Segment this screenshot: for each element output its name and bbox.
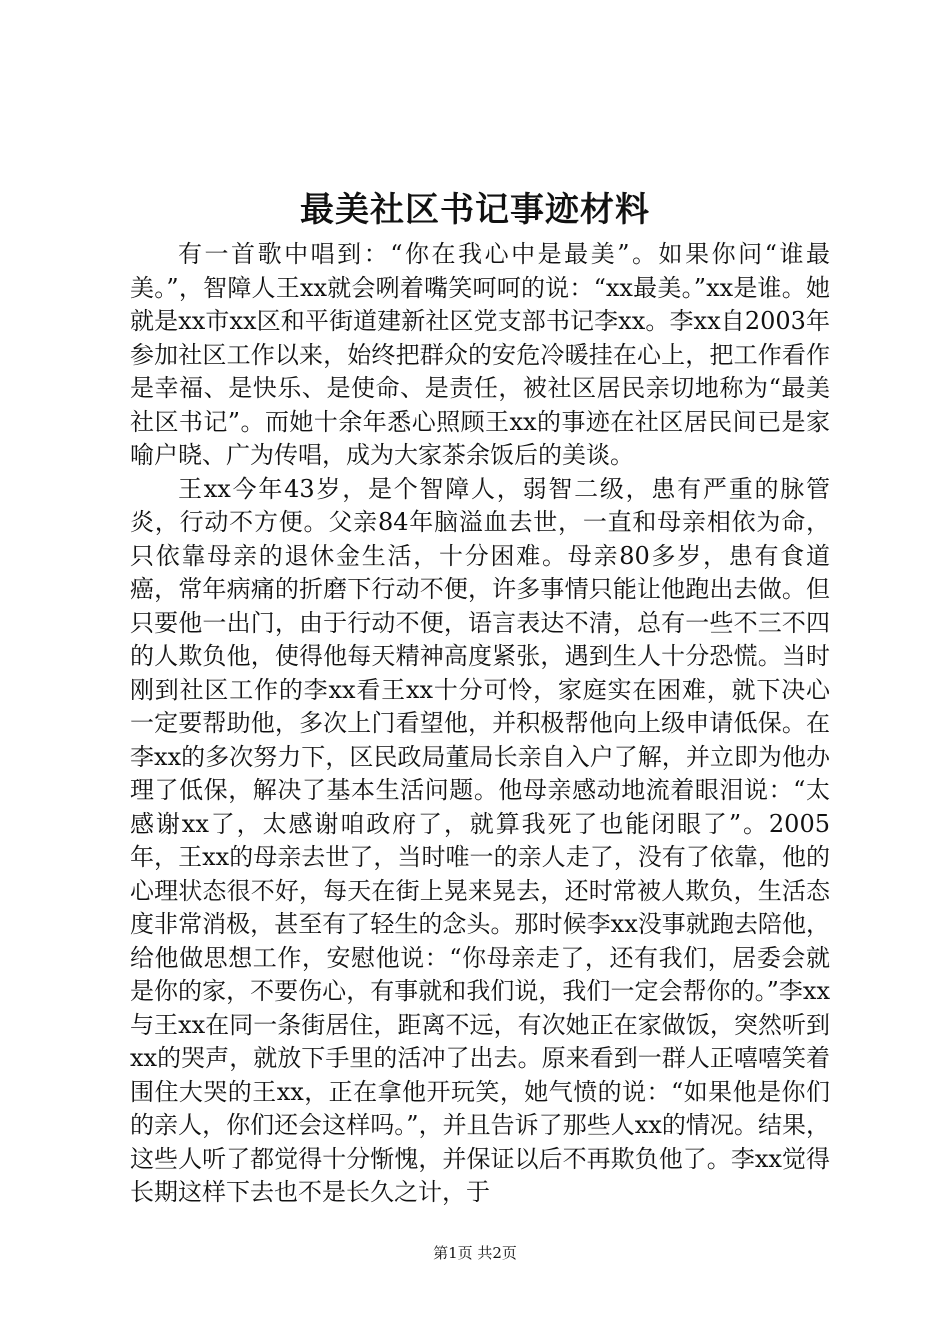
page-number-footer: 第1页 共2页: [433, 1244, 517, 1262]
document-title: 最美社区书记事迹材料: [300, 190, 650, 230]
paragraph-1: 有一首歌中唱到：“你在我心中是最美”。如果你问“谁最美。”，智障人王xx就会咧着嘴笑呵呵的说：“xx最美。”xx是谁。她就是xx市xx区和平街道建新社区党支部书记李xx。李xx自2003年参加社区工作以来，始终把群众的安危冷暖挂在心上，把工作看作是幸福、是快乐、是使命、是责任，被社区居民亲切地称为“最美社区书记”。而她十余年悉心照顾王xx的事迹在社区居民间已是家喻户晓、广为传唱，成为大家茶余饭后的美谈。: [130, 240, 830, 469]
document-body: [130, 238, 830, 1210]
paragraph-2: 王xx今年43岁，是个智障人，弱智二级，患有严重的脉管炎，行动不方便。父亲84年脑溢血去世，一直和母亲相依为命，只依靠母亲的退休金生活，十分困难。母亲80多岁，患有食道癌，常年病痛的折磨下行动不便，许多事情只能让他跑出去做。但只要他一出门，由于行动不便，语言表达不清，总有一些不三不四的人欺负他，使得他每天精神高度紧张，遇到生人十分恐慌。当时刚到社区工作的李xx看王xx十分可怜，家庭实在困难，就下决心一定要帮助他，多次上门看望他，并积极帮他向上级申请低保。在李xx的多次努力下，区民政局董局长亲自入户了解，并立即为他办理了低保，解决了基本生活问题。他母亲感动地流着眼泪说：“太感谢xx了，太感谢咱政府了，就算我死了也能闭眼了”。2005年，王xx的母亲去世了，当时唯一的亲人走了，没有了依靠，他的心理状态很不好，每天在街上晃来晃去，还时常被人欺负，生活态度非常消极，甚至有了轻生的念头。那时候李xx没事就跑去陪他，给他做思想工作，安慰他说：“你母亲走了，还有我们，居委会就是你的家，不要伤心，有事就和我们说，我们一定会帮你的。”李xx与王xx在同一条街居住，距离不远，有次她正在家做饭，突然听到xx的哭声，就放下手里的活冲了出去。原来看到一群人正嘻嘻笑着围住大哭的王xx，正在拿他开玩笑，她气愤的说：“如果他是你们的亲人，你们还会这样吗。”，并且告诉了那些人xx的情况。结果，这些人听了都觉得十分惭愧，并保证以后不再欺负他了。李xx觉得长期这样下去也不是长久之计，于: [130, 474, 830, 1206]
